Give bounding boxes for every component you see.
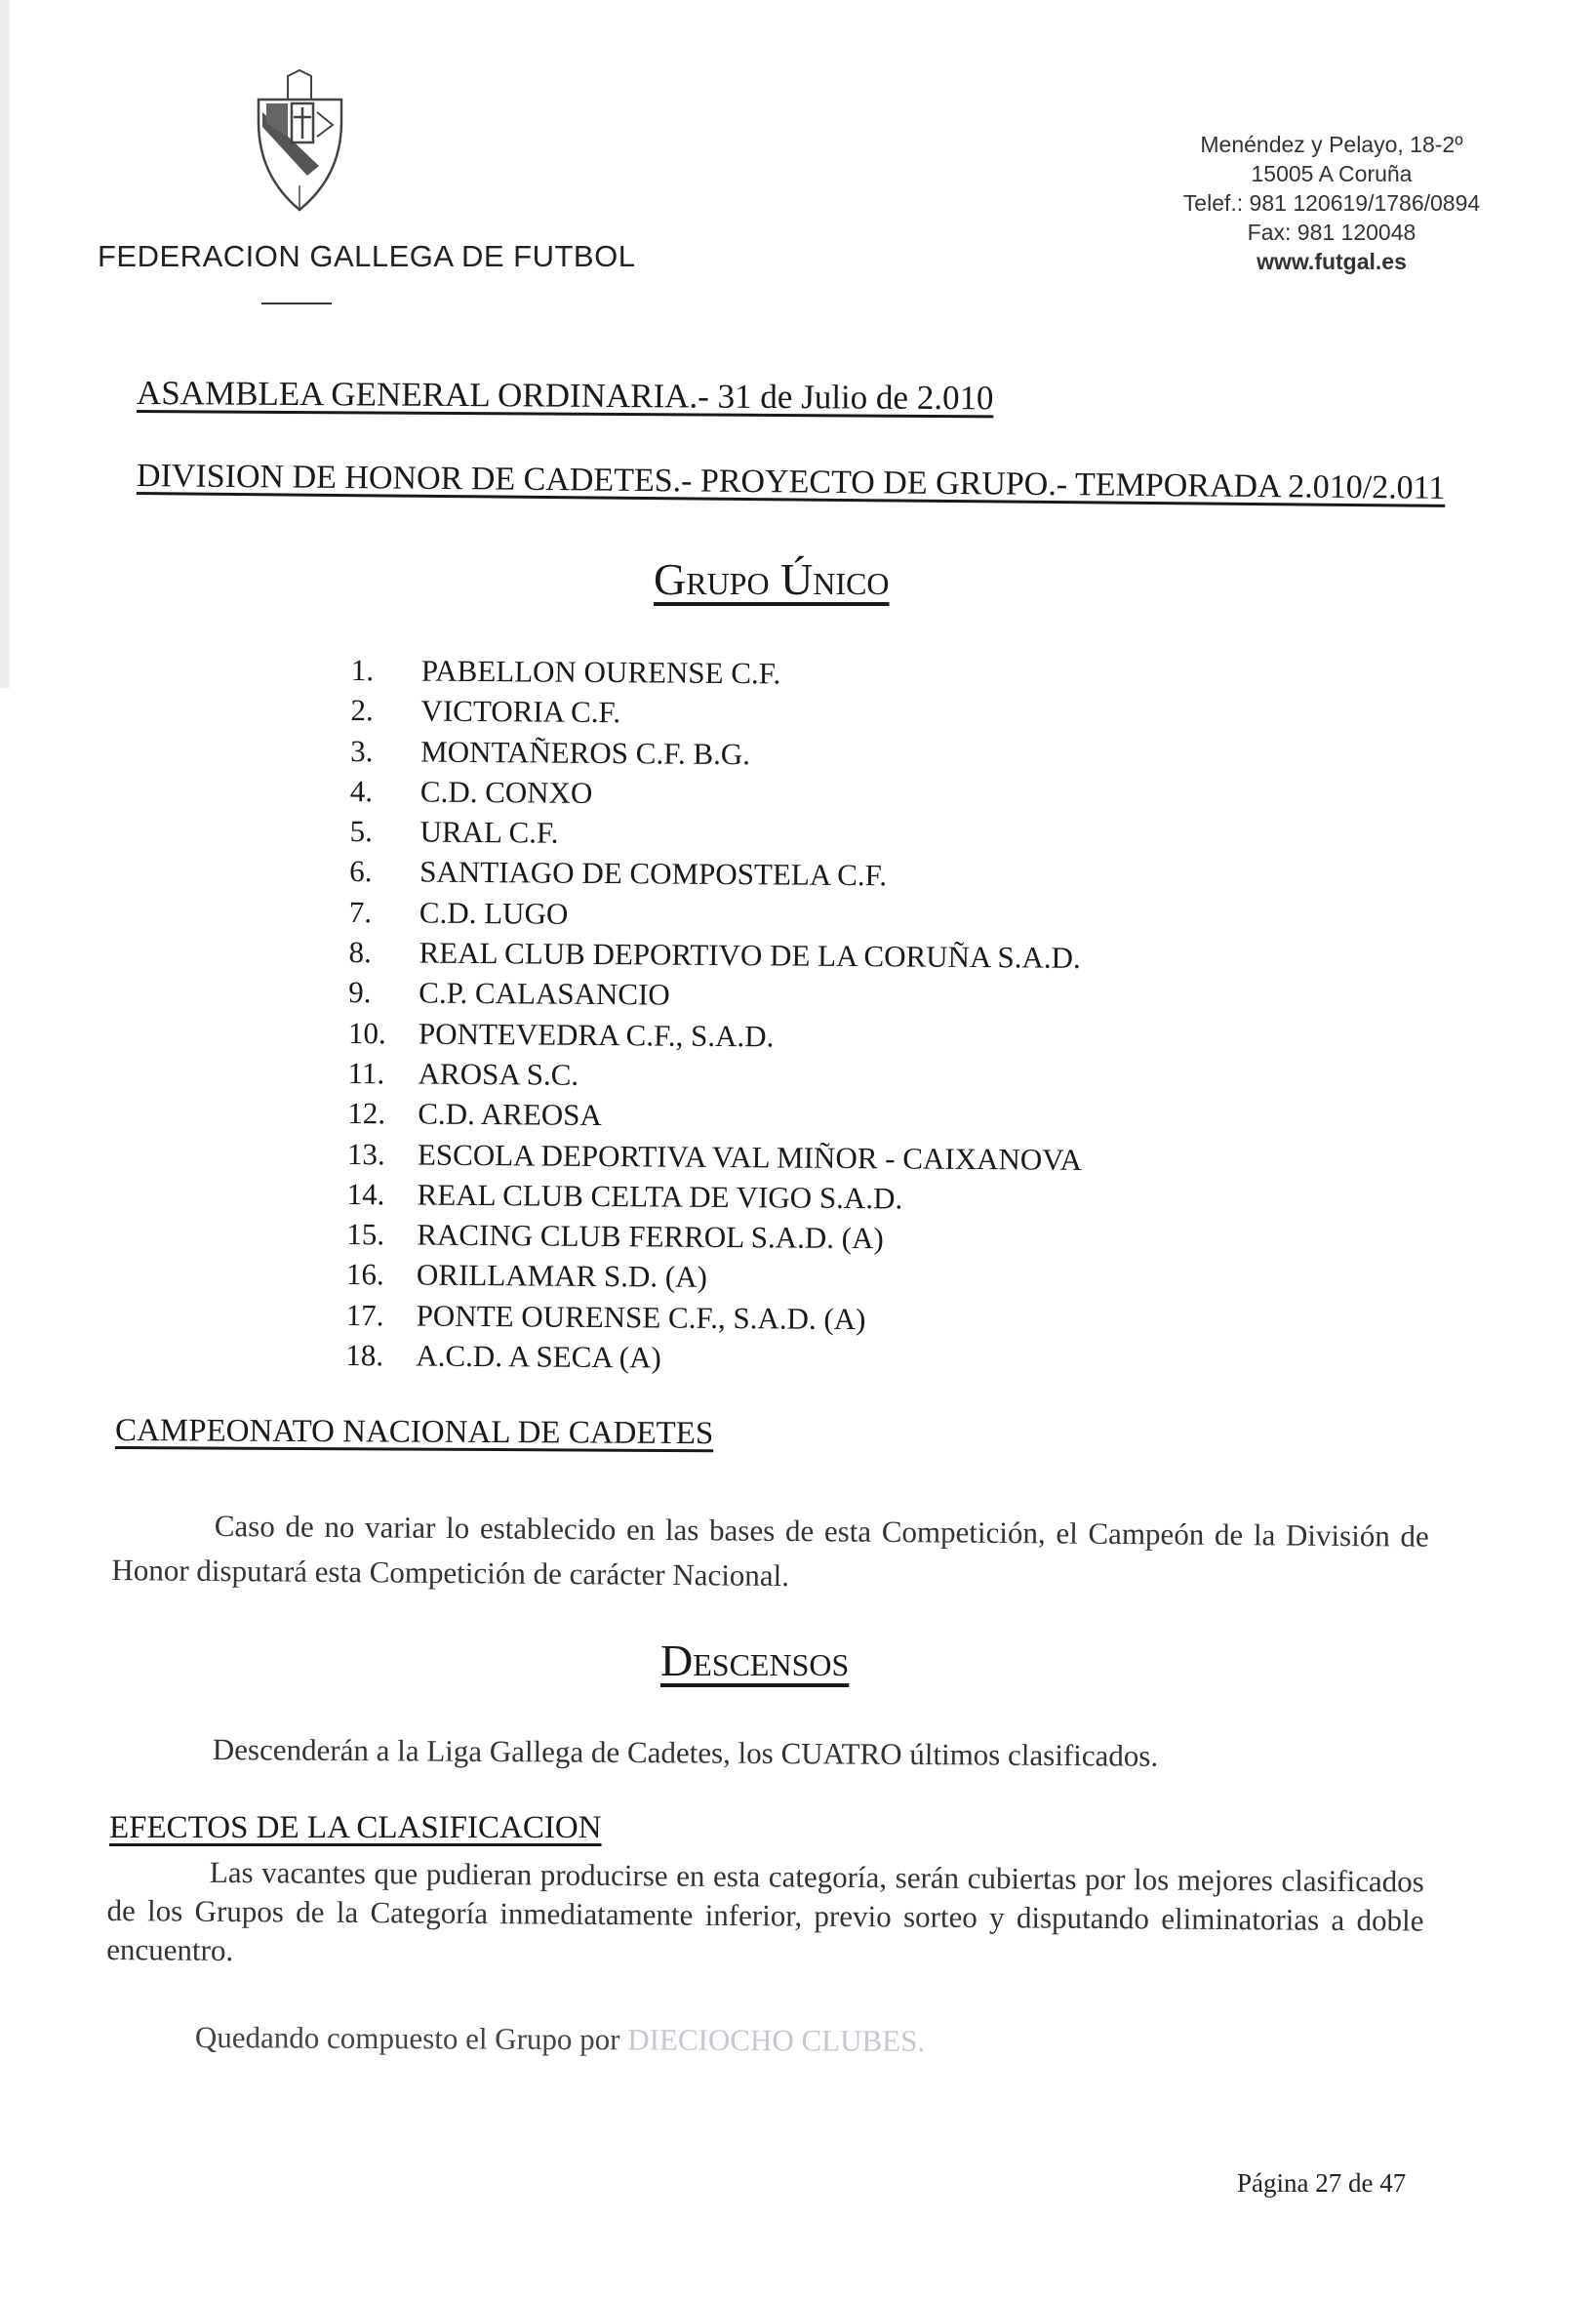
assembly-title: ASAMBLEA GENERAL ORDINARIA.- 31 de Julio de 2.010	[136, 374, 994, 418]
team-number: 8.	[348, 935, 372, 970]
descensos-paragraph: Descenderán a la Liga Gallega de Cadetes, los CUATRO últimos clasificados.	[212, 1731, 1159, 1773]
team-number: 11.	[347, 1055, 385, 1091]
team-list-item	[351, 650, 1229, 697]
group-composition-line	[195, 2020, 925, 2059]
team-name: SANTIAGO DE COMPOSTELA C.F.	[419, 855, 888, 893]
team-list-item	[347, 1134, 1225, 1181]
team-list-item	[349, 811, 1227, 858]
team-list-item	[348, 972, 1226, 1019]
division-title: DIVISION DE HONOR DE CADETES.- PROYECTO DE GRUPO.- TEMPORADA 2.010/2.011	[136, 458, 1446, 506]
team-number: 1.	[350, 652, 375, 688]
team-number: 18.	[345, 1338, 384, 1373]
team-list-item	[350, 690, 1228, 737]
page-number: Página 27 de 47	[1237, 2168, 1407, 2198]
organization-underline	[261, 303, 332, 304]
campeonato-paragraph	[111, 1503, 1429, 1604]
team-number: 15.	[346, 1217, 385, 1252]
descensos-title: Descensos	[660, 1636, 850, 1685]
contact-block	[1122, 130, 1541, 276]
website-link[interactable]: www.futgal.es	[1257, 249, 1407, 274]
federation-crest-icon	[249, 68, 351, 215]
address-line-2: 15005 A Coruña	[1251, 161, 1413, 186]
team-name: REAL CLUB CELTA DE VIGO S.A.D.	[417, 1177, 903, 1216]
address-line-1: Menéndez y Pelayo, 18-2º	[1200, 132, 1463, 157]
team-number: 9.	[348, 975, 372, 1010]
team-number: 2.	[350, 693, 374, 728]
team-name: PONTE OURENSE C.F., S.A.D. (A)	[416, 1298, 866, 1336]
team-list-item	[345, 1295, 1223, 1342]
group-title: Grupo Único	[654, 554, 890, 604]
team-name: C.D. CONXO	[419, 774, 593, 810]
telephone: Telef.: 981 120619/1786/0894	[1182, 190, 1481, 216]
team-name: C.D. LUGO	[419, 895, 569, 931]
team-list	[345, 650, 1229, 1382]
efectos-paragraph	[106, 1852, 1424, 1980]
team-list-item	[349, 851, 1227, 898]
team-name: VICTORIA C.F.	[420, 693, 621, 730]
team-number: 10.	[347, 1015, 386, 1050]
team-number: 7.	[348, 894, 373, 929]
team-number: 16.	[345, 1257, 384, 1292]
team-number: 4.	[349, 773, 374, 809]
team-number: 17.	[345, 1297, 384, 1333]
campeonato-title: CAMPEONATO NACIONAL DE CADETES	[114, 1413, 714, 1452]
scan-edge	[0, 0, 10, 688]
campeonato-text: Caso de no variar lo establecido en las bases de esta Competición, el Campeón de la División de Honor disputará esta Competición de carácter Nacional.	[111, 1508, 1429, 1594]
team-number: 5.	[349, 814, 373, 849]
team-number: 13.	[346, 1136, 385, 1171]
team-list-item	[350, 731, 1228, 778]
organization-name: FEDERACION GALLEGA DE FUTBOL	[98, 239, 636, 273]
team-name: C.P. CALASANCIO	[419, 975, 670, 1012]
team-name: MONTAÑEROS C.F. B.G.	[420, 734, 751, 771]
group-composition-prefix: Quedando compuesto el Grupo por	[194, 2020, 628, 2057]
group-composition-highlight: DIECIOCHO CLUBES.	[627, 2022, 926, 2058]
team-name: ORILLAMAR S.D. (A)	[416, 1257, 708, 1295]
efectos-title: EFECTOS DE LA CLASIFICACION	[109, 1810, 602, 1845]
team-name: ESCOLA DEPORTIVA VAL MIÑOR - CAIXANOVA	[417, 1137, 1083, 1177]
team-list-item	[346, 1254, 1224, 1301]
team-name: A.C.D. A SECA (A)	[416, 1338, 661, 1375]
team-list-item	[348, 1013, 1226, 1060]
team-list-item	[348, 932, 1226, 979]
team-list-item	[345, 1335, 1223, 1382]
team-list-item	[350, 771, 1228, 818]
team-list-item	[346, 1214, 1224, 1261]
team-name: URAL C.F.	[419, 814, 559, 850]
team-list-item	[346, 1174, 1224, 1221]
team-name: REAL CLUB DEPORTIVO DE LA CORUÑA S.A.D.	[419, 935, 1081, 975]
team-list-item	[347, 1053, 1225, 1100]
team-number: 14.	[346, 1176, 385, 1212]
fax: Fax: 981 120048	[1247, 220, 1416, 245]
team-number: 12.	[347, 1096, 386, 1131]
team-name: PONTEVEDRA C.F., S.A.D.	[418, 1016, 775, 1054]
team-list-item	[347, 1093, 1225, 1140]
team-number: 3.	[350, 733, 374, 768]
efectos-text: Las vacantes que pudieran producirse en esta categoría, serán cubiertas por los mejores clasificados de los Grupos de la Categoría inmediatamente inferior, previo sorteo y disputando eliminatorias a doble encuentro.	[106, 1854, 1424, 1968]
team-name: PABELLON OURENSE C.F.	[420, 653, 781, 691]
team-name: AROSA S.C.	[418, 1056, 579, 1092]
team-name: RACING CLUB FERROL S.A.D. (A)	[417, 1217, 884, 1256]
team-name: C.D. AREOSA	[418, 1096, 603, 1133]
team-number: 6.	[349, 854, 373, 889]
team-list-item	[349, 892, 1227, 939]
